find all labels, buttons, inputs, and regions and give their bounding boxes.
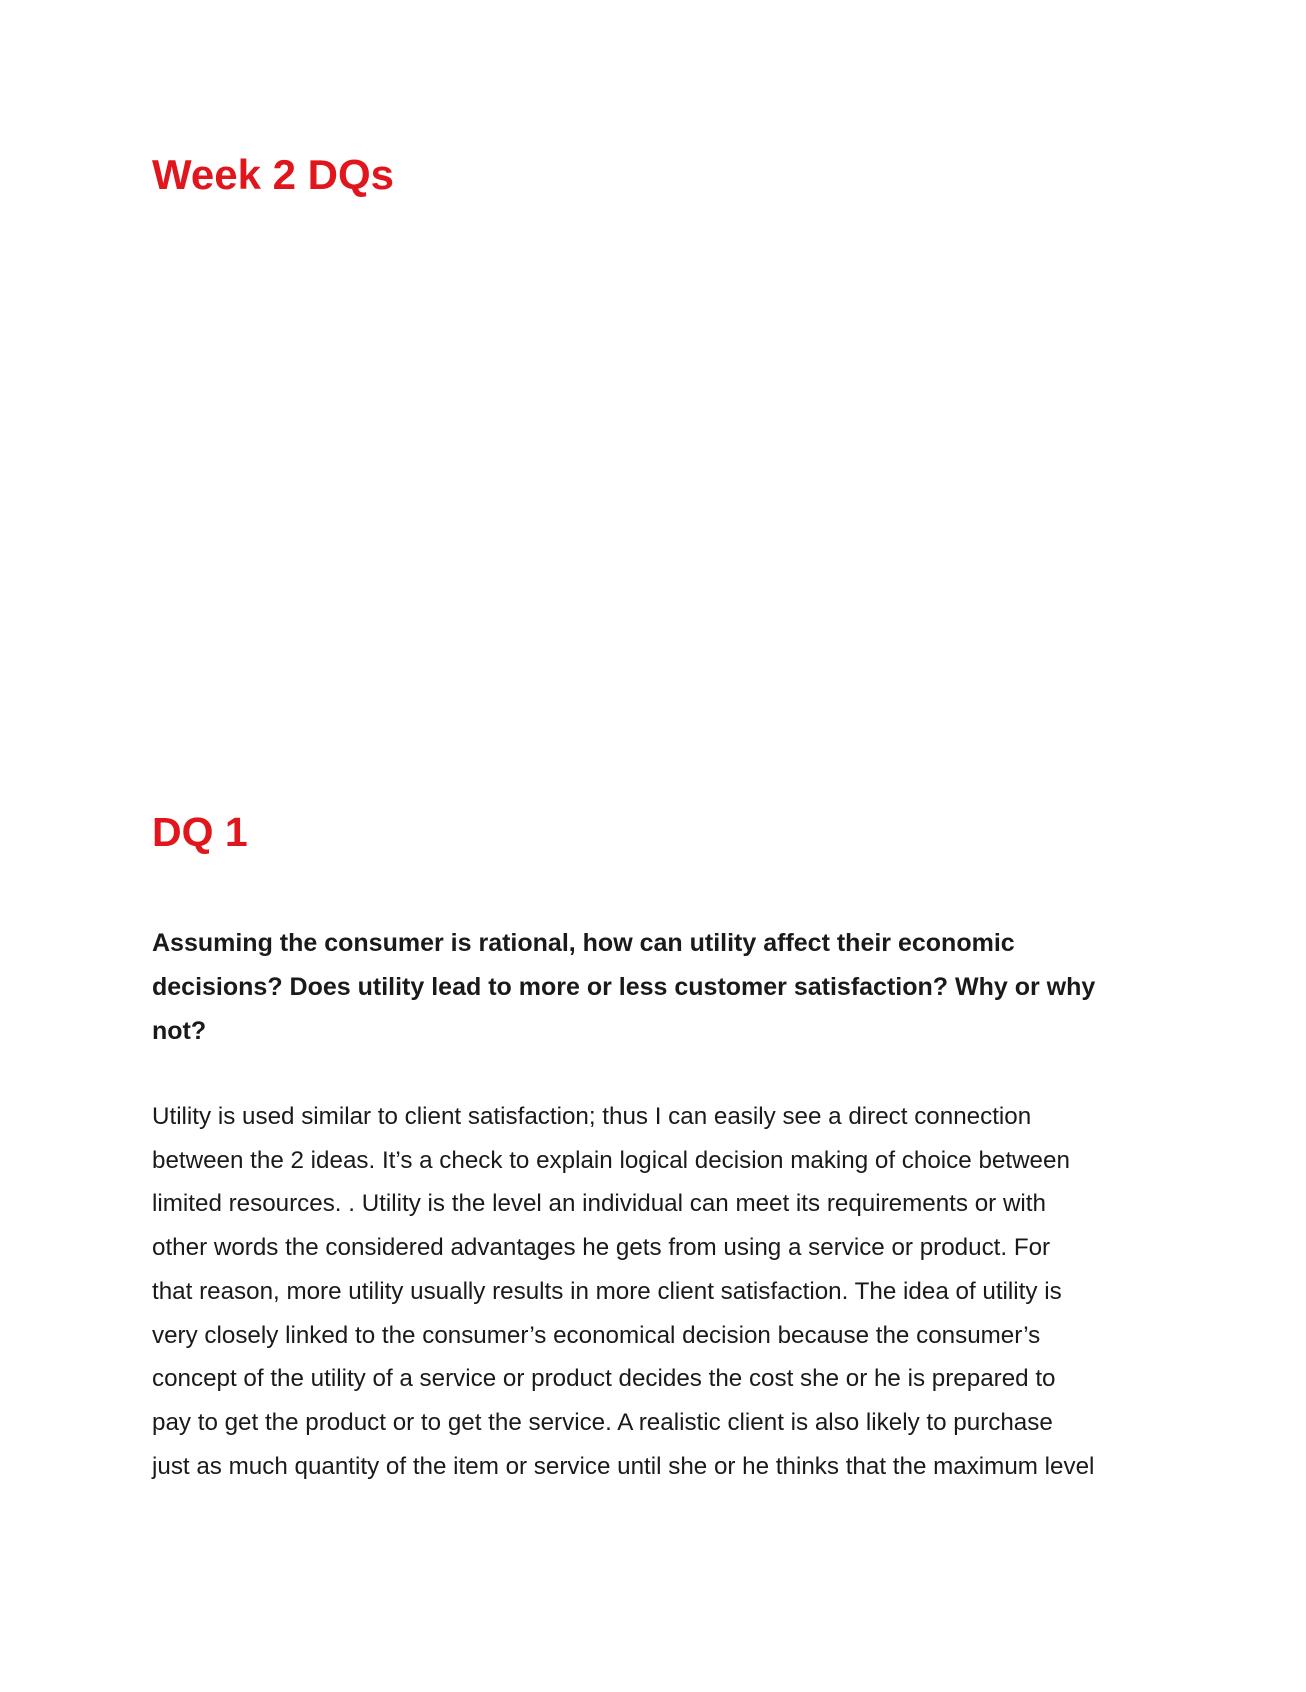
answer-line: concept of the utility of a service or product decides the cost she or he is prepared to: [152, 1365, 1056, 1393]
discussion-question: [152, 921, 1132, 1053]
section-heading-dq1: DQ 1: [152, 809, 248, 855]
question-line: not?: [152, 1017, 207, 1045]
answer-line: other words the considered advantages he gets from using a service or product. For: [152, 1234, 1051, 1262]
answer-line: that reason, more utility usually results in more client satisfaction. The idea of utility is: [152, 1277, 1062, 1305]
answer-line: limited resources. . Utility is the level an individual can meet its requirements or with: [152, 1190, 1046, 1218]
question-line: decisions? Does utility lead to more or less customer satisfaction? Why or why: [152, 973, 1096, 1001]
answer-line: Utility is used similar to client satisfaction; thus I can easily see a direct connection: [152, 1103, 1032, 1130]
page-title: Week 2 DQs: [152, 151, 395, 198]
question-line: Assuming the consumer is rational, how can utility affect their economic: [152, 929, 1015, 957]
answer-line: just as much quantity of the item or service until she or he thinks that the maximum level: [152, 1452, 1095, 1480]
answer-line: pay to get the product or to get the service. A realistic client is also likely to purchase: [152, 1408, 1053, 1436]
answer-paragraph: [152, 1095, 1152, 1488]
answer-line: between the 2 ideas. It’s a check to explain logical decision making of choice between: [152, 1146, 1070, 1174]
answer-line: very closely linked to the consumer’s economical decision because the consumer’s: [152, 1321, 1041, 1349]
